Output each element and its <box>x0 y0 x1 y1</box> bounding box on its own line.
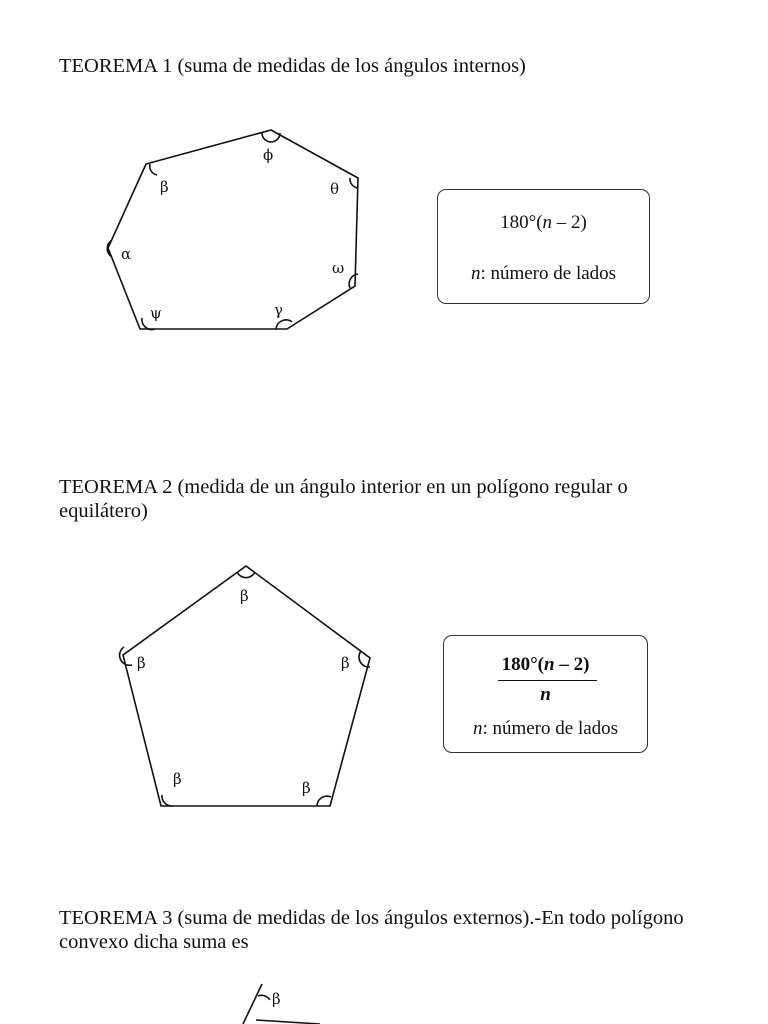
angle-beta-label: β <box>160 178 169 196</box>
angle-phi-label: ϕ <box>263 146 274 164</box>
theorem-3-heading: TEOREMA 3 (suma de medidas de los ángulos externos).-En todo polígono convexo dicha suma es <box>59 907 684 953</box>
angle-gamma-label: γ <box>274 301 283 319</box>
angle-beta-bottom-left: β <box>173 770 182 788</box>
formula-numerator: 180°(n – 2) <box>501 654 590 675</box>
angle-alpha-label: α <box>121 245 132 263</box>
angle-beta-bottom-right: β <box>302 779 311 797</box>
angle-psi-label: ψ <box>150 304 162 322</box>
theorem-1-heading: TEOREMA 1 (suma de medidas de los ángulos internos) <box>59 55 526 77</box>
angle-omega-label: ω <box>332 259 345 277</box>
formula-sum: 180°(n – 2) <box>500 212 587 233</box>
angle-theta-label: θ <box>330 180 340 198</box>
formula-legend-2: n: número de lados <box>472 718 619 739</box>
angle-beta-left: β <box>137 654 146 672</box>
angle-beta-right: β <box>341 654 350 672</box>
formula-denominator: n <box>540 684 551 705</box>
angle-beta-exterior: β <box>272 990 281 1008</box>
angle-beta-top: β <box>240 587 249 605</box>
theorem-2-heading: TEOREMA 2 (medida de un ángulo interior en un polígono regular o equilátero) <box>59 476 628 522</box>
formula-legend: n: número de lados <box>470 263 617 284</box>
